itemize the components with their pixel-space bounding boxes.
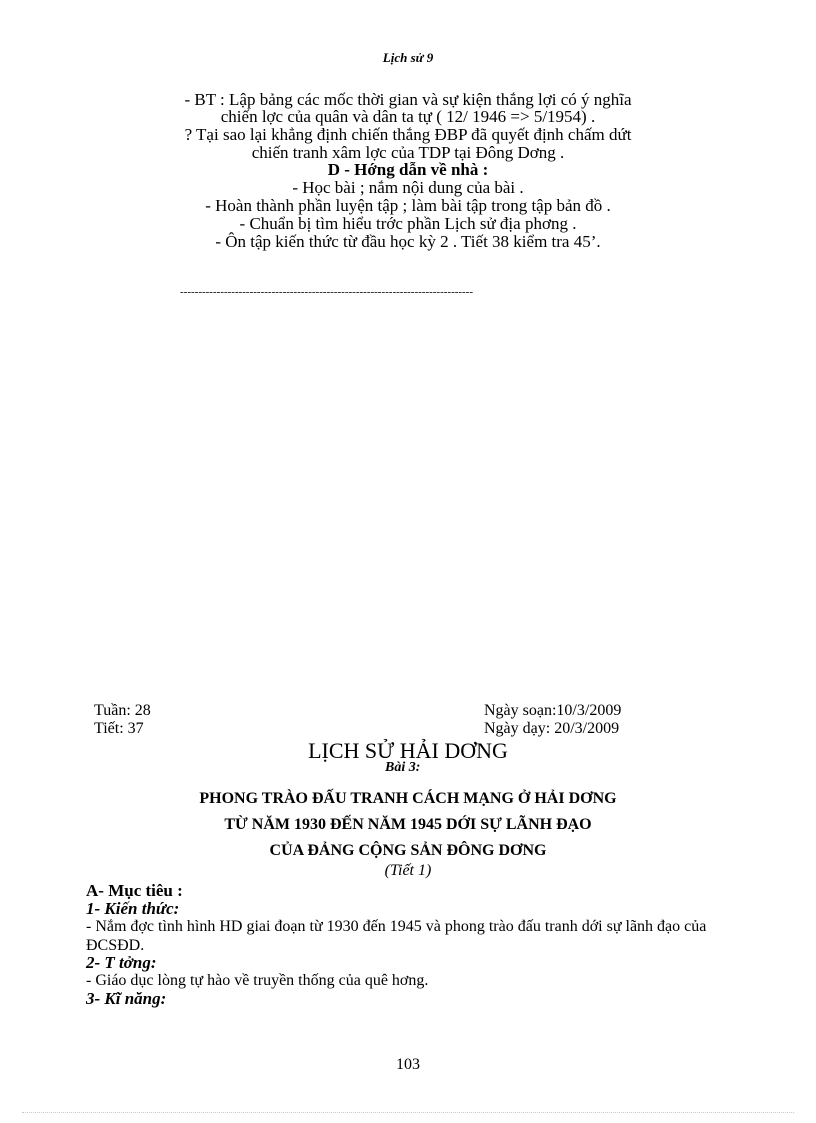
page-bottom-border [22,1112,794,1113]
attitude-heading: 2- T tởng: [86,953,157,972]
lesson-number: Bài 3: [385,760,421,775]
exercise-line-1: - BT : Lập bảng các mốc thời gian và sự kiện thắng lợi có ý nghĩa [184,90,632,109]
running-header: Lịch sử 9 [382,50,434,65]
skills-heading: 3- Kĩ năng: [86,989,167,1008]
attitude-text: - Giáo dục lòng tự hào về truyền thống của quê hơng. [86,972,429,989]
homework-item-1: - Học bài ; nắm nội dung của bài . [292,178,524,197]
homework-heading: D - Hớng dẫn về nhà : [327,160,489,179]
page-number: 103 [396,1056,420,1073]
lesson-subtitle-2: TỪ NĂM 1930 ĐẾN NĂM 1945 DỚI SỰ LÃNH ĐẠO [224,816,592,833]
section-separator: -------------------------------------------------------------------------------- [180,286,474,298]
objectives-heading: A- Mục tiêu : [86,881,183,900]
lesson-part: (Tiết 1) [384,862,432,879]
homework-item-3: - Chuẩn bị tìm hiểu trớc phần Lịch sử địa phơng . [239,214,577,233]
knowledge-text: - Nắm đợc tình hình HD giai đoạn từ 1930 đến 1945 và phong trào đấu tranh dới sự lãnh đạo của ĐCSĐD. [86,918,707,954]
lesson-title: LỊCH SỬ HẢI DƠNG [308,738,508,763]
question-line-1: ? Tại sao lại khẳng định chiến thắng ĐBP đã quyết định chấm dứt [184,125,632,144]
lesson-subtitle-3: CỦA ĐẢNG CỘNG SẢN ĐÔNG DƠNG [269,842,547,859]
lesson-subtitle-1: PHONG TRÀO ĐẤU TRANH CÁCH MẠNG Ở HẢI DƠNG [199,790,617,807]
exercise-line-2: chiến lợc của quân và dân ta tự ( 12/ 1946 => 5/1954) . [220,107,596,126]
week-label: Tuần: 28 [94,702,151,719]
date-taught: Ngày dạy: 20/3/2009 [484,720,620,737]
date-prepared: Ngày soạn:10/3/2009 [484,702,622,719]
question-line-2: chiến tranh xâm lợc của TDP tại Đông Dơng . [251,143,565,162]
knowledge-heading: 1- Kiến thức: [86,899,180,918]
homework-item-2: - Hoàn thành phần luyện tập ; làm bài tập trong tập bản đồ . [205,196,611,215]
homework-item-4: - Ôn tập kiến thức từ đầu học kỳ 2 . Tiết 38 kiểm tra 45’. [215,232,601,251]
period-label: Tiết: 37 [94,720,144,737]
